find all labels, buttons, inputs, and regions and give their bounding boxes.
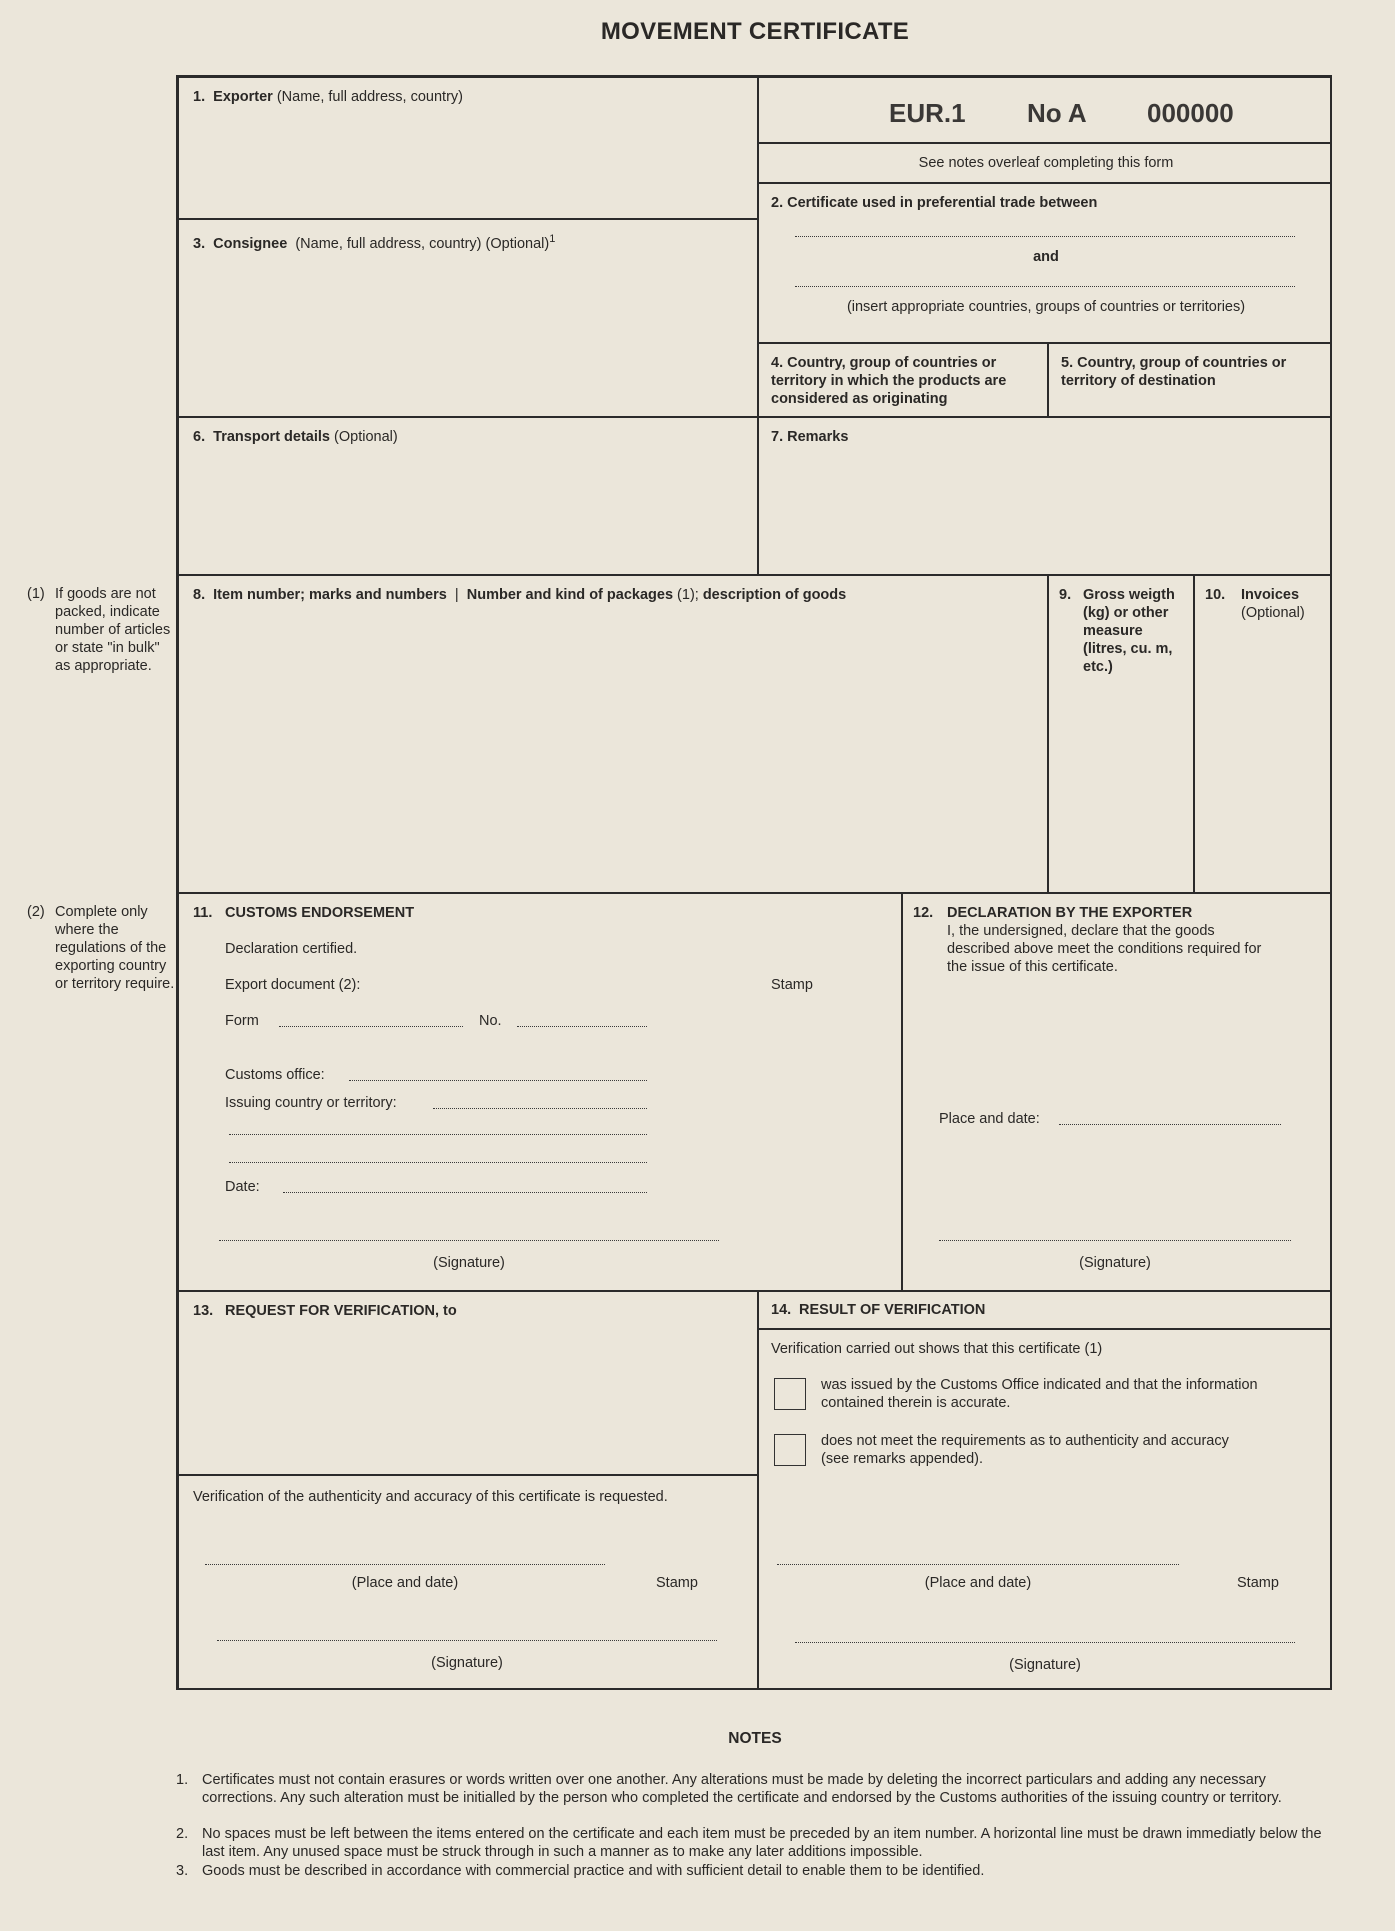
box-result-num: 14. <box>771 1302 792 1318</box>
box-exporter-hint: (Name, full address, country) <box>276 89 463 105</box>
box-goods-title-2: Number and kind of packages <box>466 587 674 603</box>
box-result-verification-header <box>758 1291 1332 1329</box>
customs-stamp-label: Stamp <box>771 977 813 993</box>
note-1-num: 1. <box>176 1772 189 1788</box>
date-label: Date: <box>225 1179 260 1195</box>
country-a-line[interactable] <box>795 236 1295 237</box>
box-consignee-hint: (Name, full address, country) (Optional) <box>295 235 550 252</box>
box-exporter[interactable] <box>178 77 758 219</box>
box-consignee-footnote-ref: 1 <box>549 233 556 245</box>
box-result-title: RESULT OF VERIFICATION <box>799 1302 986 1318</box>
box-preferential-trade[interactable] <box>758 183 1332 343</box>
form-number-prefix: No A <box>1027 98 1087 128</box>
customs-office-field[interactable] <box>349 1080 647 1081</box>
result-place-date-label: (Place and date) <box>924 1575 1032 1591</box>
verification-request-text: Verification of the authenticity and accuracy of this certificate is requested. <box>193 1489 668 1505</box>
result-stamp-label: Stamp <box>1237 1575 1279 1591</box>
box-goods-separator: | <box>454 587 459 603</box>
accurate-checkbox[interactable] <box>774 1378 806 1410</box>
issuing-country-line-2[interactable] <box>229 1134 647 1135</box>
box-request-verification[interactable] <box>178 1291 758 1475</box>
box-gross-weight-num: 9. <box>1059 587 1072 603</box>
side-note-1-num: (1) <box>27 586 45 602</box>
customs-office-label: Customs office: <box>225 1067 325 1083</box>
issuing-country-label: Issuing country or territory: <box>225 1095 397 1111</box>
result-place-date-line[interactable] <box>777 1564 1179 1565</box>
customs-signature-label: (Signature) <box>433 1255 505 1271</box>
declaration-place-date-label: Place and date: <box>939 1111 1040 1127</box>
side-note-2-num: (2) <box>27 904 45 920</box>
verification-result-intro: Verification carried out shows that this certificate (1) <box>771 1341 1103 1357</box>
result-signature-label: (Signature) <box>1009 1657 1081 1673</box>
verification-request-section[interactable] <box>178 1475 758 1690</box>
box-goods-description[interactable] <box>178 575 1048 893</box>
result-signature-line[interactable] <box>795 1642 1295 1643</box>
issuing-country-field[interactable] <box>433 1108 647 1109</box>
box-goods-description-label <box>193 586 846 604</box>
box-exporter-declaration[interactable] <box>902 893 1332 1291</box>
box-consignee[interactable] <box>178 219 758 417</box>
box-declaration-num: 12. <box>913 905 934 921</box>
box-gross-weight[interactable] <box>1048 575 1194 893</box>
declaration-signature-label: (Signature) <box>1079 1255 1151 1271</box>
not-authentic-checkbox[interactable] <box>774 1434 806 1466</box>
box-transport-title: Transport details <box>213 429 330 445</box>
box-request-num: 13. <box>193 1303 214 1319</box>
header-eur1 <box>758 77 1332 143</box>
box-gross-weight-label: Gross weigth (kg) or other measure (litres, cu. m, etc.) <box>1083 587 1175 675</box>
customs-signature-line[interactable] <box>219 1240 719 1241</box>
export-document-label: Export document (2): <box>225 977 361 993</box>
box-goods-title: Item number; marks and numbers <box>213 587 447 603</box>
box-invoices[interactable] <box>1194 575 1332 893</box>
notes-title: NOTES <box>728 1730 782 1747</box>
note-3-num: 3. <box>176 1863 189 1879</box>
box-destination-country-label: 5. Country, group of countries or territory of destination <box>1061 355 1287 389</box>
side-note-1-text: If goods are not packed, indicate number of articles or state "in bulk" as appropriate. <box>55 586 171 674</box>
declaration-place-date-field[interactable] <box>1059 1124 1281 1125</box>
request-stamp-label: Stamp <box>656 1575 698 1591</box>
note-2-num: 2. <box>176 1826 189 1842</box>
box-consignee-title: Consignee <box>213 235 288 252</box>
box-exporter-label <box>193 88 463 106</box>
see-notes-text: See notes overleaf completing this form <box>918 155 1174 171</box>
box-declaration-title: DECLARATION BY THE EXPORTER <box>947 905 1193 921</box>
box-goods-num: 8. <box>193 587 206 603</box>
box-customs-num: 11. <box>193 905 213 921</box>
box-consignee-label <box>193 230 555 253</box>
number-label: No. <box>479 1013 502 1029</box>
box-invoices-hint: (Optional) <box>1241 605 1305 621</box>
note-2-text: No spaces must be left between the items entered on the certificate and each item must be preceded by an item number. A horizontal line must be drawn immediatly below the last item. Any unused space must be struck through in such a manner as to make any later additions impossible. <box>202 1826 1322 1860</box>
declaration-text: I, the undersigned, declare that the goods described above meet the conditions required for the issue of this certificate. <box>947 923 1262 975</box>
box-exporter-num: 1. <box>193 89 206 105</box>
box-invoices-num: 10. <box>1205 587 1226 603</box>
and-word: and <box>1033 249 1059 265</box>
request-signature-line[interactable] <box>217 1640 717 1641</box>
box-destination-country[interactable] <box>1048 343 1332 417</box>
see-notes-row <box>758 143 1332 183</box>
box-transport-details-label <box>193 428 398 446</box>
box-origin-country[interactable] <box>758 343 1048 417</box>
request-signature-label: (Signature) <box>431 1655 503 1671</box>
box-customs-endorsement[interactable] <box>178 893 902 1291</box>
box-request-title: REQUEST FOR VERIFICATION, to <box>225 1303 457 1319</box>
box-goods-ref: (1); <box>677 587 699 603</box>
number-field[interactable] <box>517 1026 647 1027</box>
box-customs-title: CUSTOMS ENDORSEMENT <box>225 905 415 921</box>
box-invoices-label: Invoices <box>1241 587 1300 603</box>
issuing-country-line-3[interactable] <box>229 1162 647 1163</box>
note-3-text: Goods must be described in accordance with commercial practice and with sufficient detail to enable them to be identified. <box>202 1863 985 1879</box>
date-field[interactable] <box>283 1192 647 1193</box>
box-goods-title-3: description of goods <box>702 587 847 603</box>
request-place-date-label: (Place and date) <box>351 1575 459 1591</box>
not-authentic-option-text: does not meet the requirements as to authenticity and accuracy (see remarks appended). <box>821 1433 1229 1467</box>
form-field[interactable] <box>279 1026 463 1027</box>
country-b-line[interactable] <box>795 286 1295 287</box>
box-result-verification[interactable] <box>758 1329 1332 1690</box>
declaration-certified: Declaration certified. <box>225 941 358 957</box>
certificate-form <box>176 75 1332 1690</box>
request-place-date-line[interactable] <box>205 1564 605 1565</box>
side-note-2-text: Complete only where the regulations of the exporting country or territory require. <box>55 904 175 992</box>
form-label: Form <box>225 1013 259 1029</box>
box-preferential-trade-label: 2. Certificate used in preferential trade between <box>771 195 1098 211</box>
form-code: EUR.1 <box>889 98 966 128</box>
form-serial-number: 000000 <box>1147 98 1234 128</box>
declaration-signature-line[interactable] <box>939 1240 1291 1241</box>
box-transport-details[interactable] <box>178 417 758 575</box>
accurate-option-text: was issued by the Customs Office indicated and that the information contained therein is accurate. <box>821 1377 1258 1411</box>
box-origin-country-label: 4. Country, group of countries or territory in which the products are considered as originating <box>771 355 1007 407</box>
note-1-text: Certificates must not contain erasures or words written over one another. Any alterations must be made by deleting the incorrect particulars and adding any necessary corrections. Any such alteration must be initialled by the person who completed the certificate and endorsed by the Customs authorities of the issuing country or territory. <box>202 1772 1282 1806</box>
box-exporter-title: Exporter <box>213 89 273 105</box>
box-transport-num: 6. <box>193 429 206 445</box>
box-transport-hint: (Optional) <box>334 429 398 445</box>
box-remarks-label: 7. Remarks <box>771 429 849 445</box>
box-preferential-trade-hint: (insert appropriate countries, groups of countries or territories) <box>846 299 1246 315</box>
box-consignee-num: 3. <box>193 235 206 252</box>
document-title: MOVEMENT CERTIFICATE <box>600 18 910 45</box>
box-remarks[interactable] <box>758 417 1332 575</box>
